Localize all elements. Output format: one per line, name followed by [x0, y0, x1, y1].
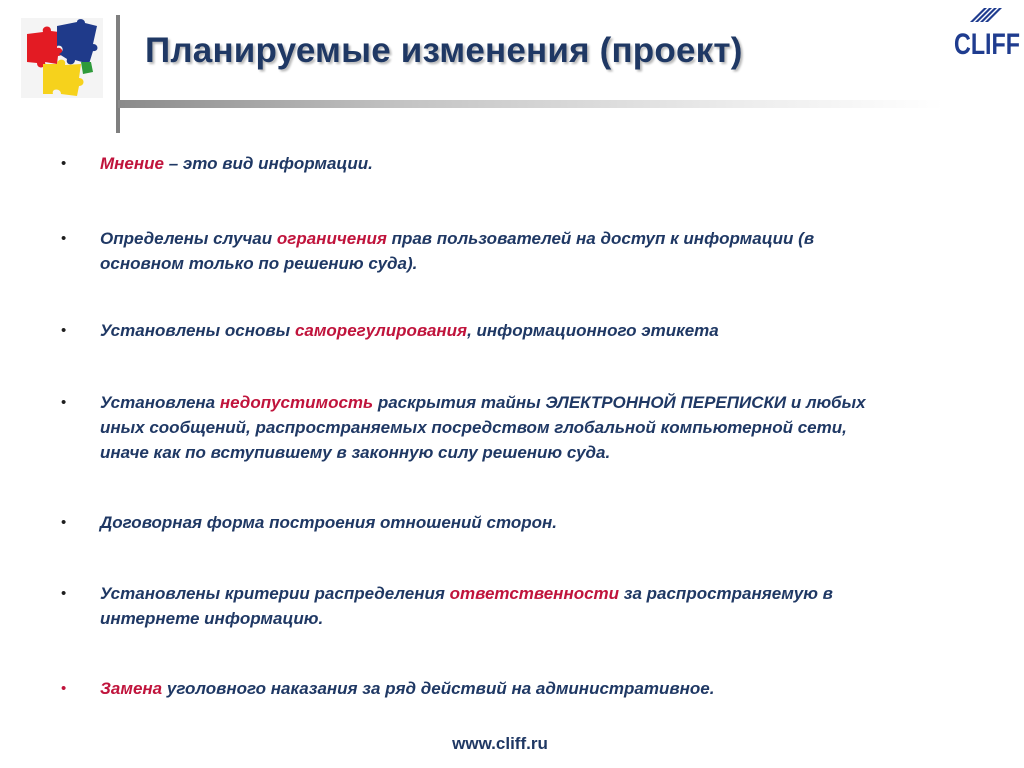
bullet-text-highlight: Замена — [100, 679, 163, 698]
bullet-text-highlight: Мнение — [100, 154, 164, 173]
bullet-item-correspondence-secrecy — [61, 390, 980, 465]
bullet-text: за распространяемую в — [619, 584, 833, 603]
bullet-text: , информационного этикета — [467, 321, 719, 340]
bullet-dot-icon: • — [61, 585, 67, 602]
bullet-item-restrictions — [61, 226, 980, 276]
bullet-text: интернете информацию. — [100, 609, 324, 628]
bullet-text: Установлены критерии распределения — [100, 584, 450, 603]
slide-title: Планируемые изменения (проект) — [145, 31, 743, 70]
bullet-dot-icon: • — [61, 155, 67, 172]
bullet-item-responsibility — [61, 581, 980, 631]
bullet-text: уголовного наказания за ряд действий на административное. — [162, 679, 715, 698]
bullet-text: Установлены основы — [100, 321, 295, 340]
bullet-item-contract-form — [61, 510, 980, 535]
bullet-text-highlight: ответственности — [449, 584, 620, 603]
bullet-dot-icon: • — [61, 322, 67, 339]
bullet-item-opinion — [61, 151, 980, 176]
bullet-item-self-regulation — [61, 318, 980, 343]
bullet-text: Договорная форма построения отношений сторон. — [100, 513, 558, 532]
bullet-item-replacement — [61, 676, 980, 701]
bullet-text: иначе как по вступившему в законную силу решению суда. — [100, 443, 611, 462]
bullet-dot-icon: • — [61, 680, 67, 697]
bullet-text: основном только по решению суда). — [100, 254, 418, 273]
bullet-text: Определены случаи — [100, 229, 277, 248]
bullet-text: Установлена — [100, 393, 220, 412]
footer-website-link[interactable]: www.cliff.ru — [452, 734, 548, 753]
bullet-text: прав пользователей на доступ к информации (в — [386, 229, 815, 248]
bullet-text: иных сообщений, распространяемых посредством глобальной компьютерной сети, — [100, 418, 847, 437]
bullet-dot-icon: • — [61, 230, 67, 247]
bullet-dot-icon: • — [61, 394, 67, 411]
bullet-dot-icon: • — [61, 514, 67, 531]
bullet-text-highlight: ограничения — [276, 229, 387, 248]
bullet-text: – это вид информации. — [164, 154, 373, 173]
bullet-text: раскрытия тайны ЭЛЕКТРОННОЙ ПЕРЕПИСКИ и любых — [373, 393, 866, 412]
bullet-text-highlight: саморегулирования — [294, 321, 468, 340]
bullet-text-highlight: недопустимость — [219, 393, 374, 412]
cliff-logo-text: CLIFF — [954, 28, 1020, 61]
